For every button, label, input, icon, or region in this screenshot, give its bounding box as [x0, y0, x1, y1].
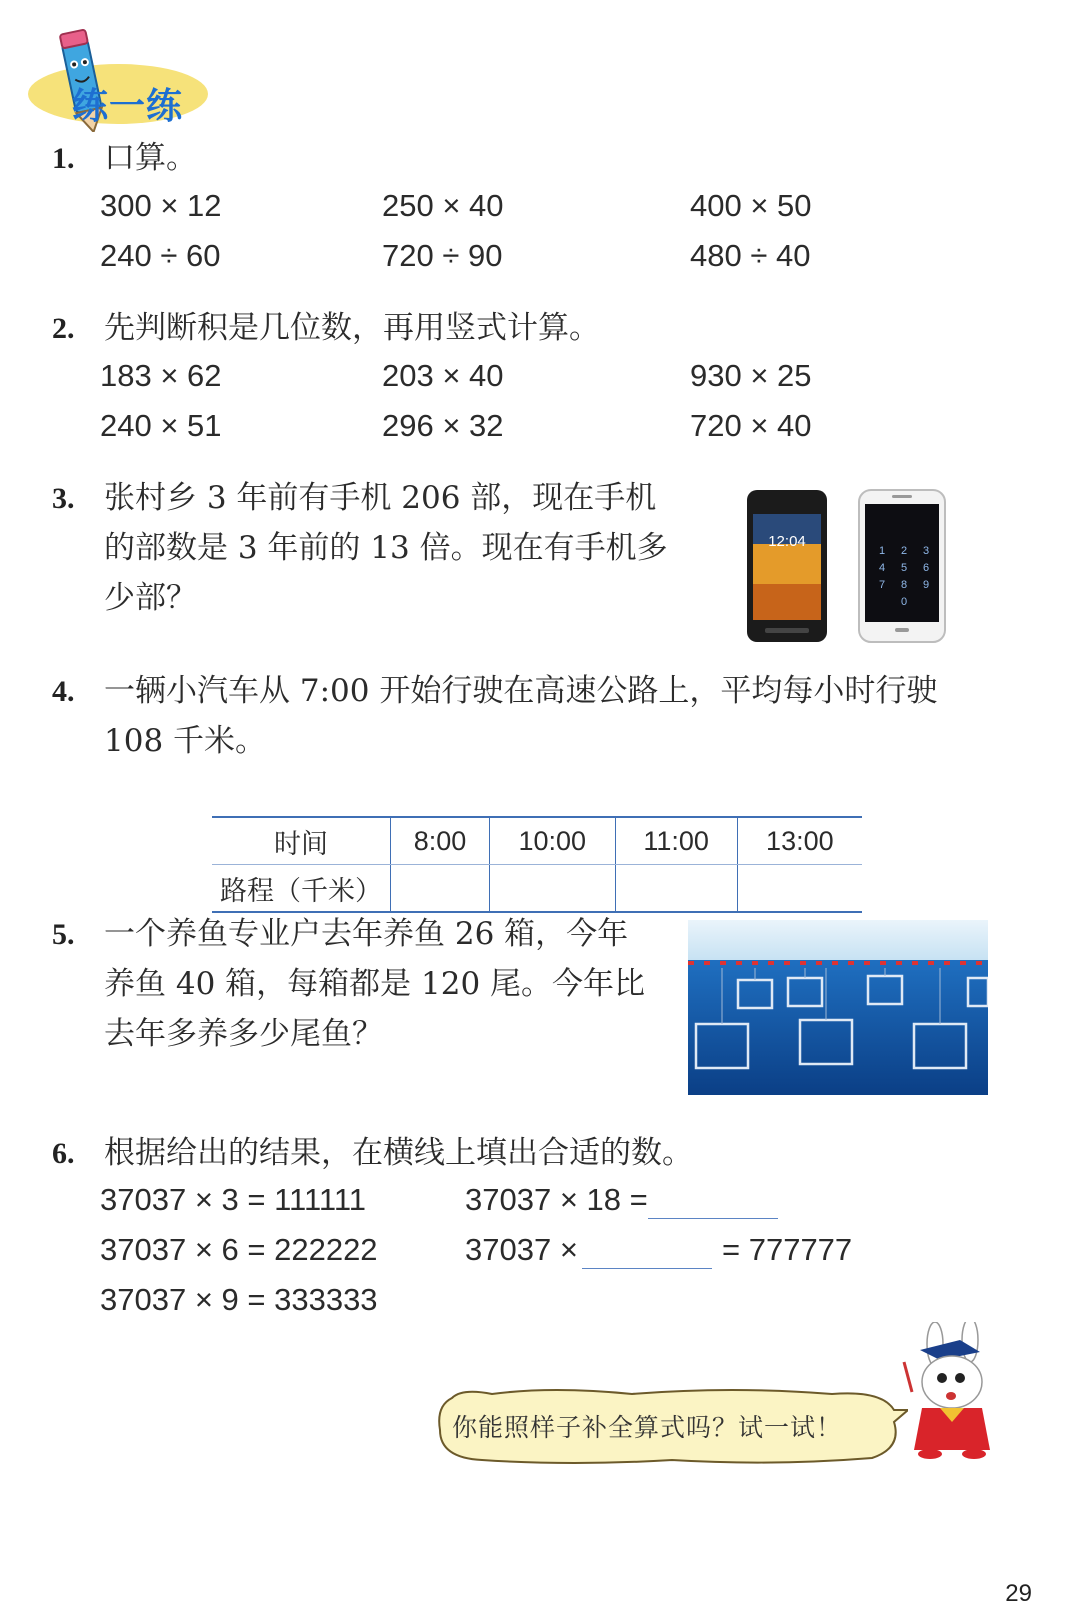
question-4-number: 4. — [52, 675, 75, 708]
q6-equation: 37037 × 3 = 111111 — [100, 1182, 367, 1217]
time-distance-table — [212, 816, 862, 913]
q6-equation: 37037 × 18 = — [465, 1182, 648, 1217]
question-3-line: 少部？ — [104, 580, 197, 616]
fish-cages-illustration — [688, 920, 988, 1095]
keypad-digit: 3 — [923, 545, 930, 557]
question-1-number: 1. — [52, 142, 75, 175]
answer-blank[interactable] — [582, 1268, 712, 1269]
q2-expr: 930 × 25 — [690, 358, 812, 393]
question-3-line: 张村乡 3 年前有手机 206 部，现在手机 — [104, 480, 657, 516]
table-row — [212, 865, 862, 913]
q1-expr: 240 ÷ 60 — [100, 238, 221, 273]
question-4-line: 一辆小汽车从 7:00 开始行驶在高速公路上，平均每小时行驶 — [104, 673, 938, 709]
question-5-line: 一个养鱼专业户去年养鱼 26 箱，今年 — [104, 916, 629, 952]
table-cell-distance-input[interactable] — [615, 865, 737, 913]
table-cell-time: 10:00 — [489, 817, 615, 865]
keypad-digit: 6 — [923, 562, 930, 574]
question-2-title: 先判断积是几位数，再用竖式计算。 — [104, 310, 600, 346]
q2-expr: 720 × 40 — [690, 408, 812, 443]
table-header-time: 时间 — [212, 817, 391, 865]
table-cell-time: 8:00 — [391, 817, 490, 865]
question-5-line: 去年多养多少尾鱼？ — [104, 1016, 383, 1052]
q1-expr: 250 × 40 — [382, 188, 504, 223]
keypad-digit: 0 — [901, 596, 908, 608]
question-6-number: 6. — [52, 1137, 75, 1170]
table-cell-distance-input[interactable] — [737, 865, 862, 913]
table-cell-distance-input[interactable] — [489, 865, 615, 913]
question-3-number: 3. — [52, 482, 75, 515]
keypad-digit: 8 — [901, 579, 908, 591]
q6-equation-suffix: = 777777 — [722, 1232, 853, 1267]
table-header-distance: 路程（千米） — [212, 865, 391, 913]
rabbit-mascot-icon — [900, 1322, 1000, 1462]
keypad-digit: 1 — [879, 545, 886, 557]
mobile-phones-illustration — [745, 488, 995, 648]
q2-expr: 203 × 40 — [382, 358, 504, 393]
q1-expr: 480 ÷ 40 — [690, 238, 811, 273]
speech-text: 你能照样子补全算式吗？试一试！ — [452, 1413, 843, 1442]
table-cell-time: 11:00 — [615, 817, 737, 865]
q6-equation-prefix: 37037 × — [465, 1232, 578, 1267]
answer-blank[interactable] — [648, 1218, 778, 1219]
question-6-title: 根据给出的结果，在横线上填出合适的数。 — [104, 1135, 693, 1171]
table-cell-distance-input[interactable] — [391, 865, 490, 913]
q1-expr: 720 ÷ 90 — [382, 238, 503, 273]
keypad-digit: 5 — [901, 562, 908, 574]
question-5-number: 5. — [52, 918, 75, 951]
question-2-number: 2. — [52, 312, 75, 345]
question-1-title: 口算。 — [104, 140, 197, 176]
table-row — [212, 817, 862, 865]
q6-equation: 37037 × 9 = 333333 — [100, 1282, 378, 1317]
keypad-digit: 2 — [901, 545, 908, 557]
phone-clock: 12:04 — [768, 533, 806, 550]
page-number: 29 — [1005, 1580, 1032, 1607]
keypad-digit: 7 — [879, 579, 886, 591]
question-5-line: 养鱼 40 箱，每箱都是 120 尾。今年比 — [104, 966, 646, 1002]
q6-equation: 37037 × 6 = 222222 — [100, 1232, 378, 1267]
question-3-line: 的部数是 3 年前的 13 倍。现在有手机多 — [104, 530, 668, 566]
question-4-line: 108 千米。 — [104, 723, 267, 759]
q1-expr: 300 × 12 — [100, 188, 222, 223]
q2-expr: 183 × 62 — [100, 358, 222, 393]
q2-expr: 240 × 51 — [100, 408, 222, 443]
q1-expr: 400 × 50 — [690, 188, 812, 223]
section-title: 练一练 — [72, 86, 184, 127]
table-cell-time: 13:00 — [737, 817, 862, 865]
keypad-digit: 9 — [923, 579, 930, 591]
keypad-digit: 4 — [879, 562, 886, 574]
q2-expr: 296 × 32 — [382, 408, 504, 443]
